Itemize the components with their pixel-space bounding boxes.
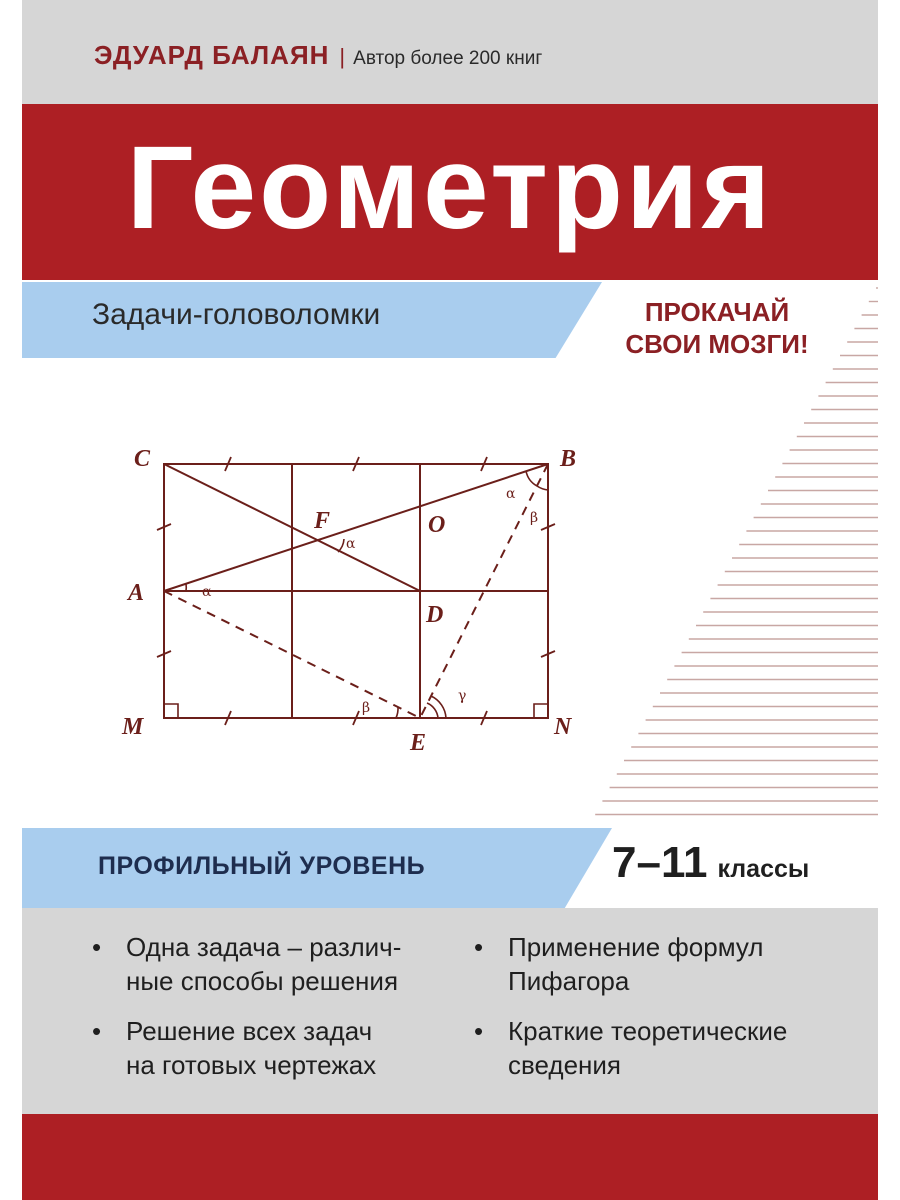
slogan-line-2: СВОИ МОЗГИ! xyxy=(625,329,809,359)
feature-text: Решение всех задач на готовых чертежах xyxy=(126,1016,377,1080)
grades-number: 7–11 xyxy=(612,838,708,887)
feature-text: Применение формул Пифагора xyxy=(508,932,764,996)
angle-label-alpha-f: α xyxy=(346,536,356,552)
right-angle-n xyxy=(534,704,548,718)
bullet-icon: • xyxy=(474,1016,484,1046)
book-cover xyxy=(22,0,878,1200)
slogan-line-1: ПРОКАЧАЙ xyxy=(644,297,790,327)
angle-arc-f xyxy=(338,539,344,552)
feature-text: Краткие теоретические сведения xyxy=(508,1016,788,1080)
feature-text: Одна задача – различ- ные способы решения xyxy=(126,932,402,996)
level-label: ПРОФИЛЬНЫЙ УРОВЕНЬ xyxy=(98,852,426,880)
point-label-o: O xyxy=(428,512,446,538)
angle-arc-b2 xyxy=(537,486,548,490)
bullet-icon: • xyxy=(92,1016,102,1046)
segment-ab xyxy=(164,464,548,591)
angle-label-alpha-b: α xyxy=(506,486,516,502)
angle-label-beta-e: β xyxy=(362,700,371,716)
bullet-icon: • xyxy=(92,932,102,962)
point-label-b: B xyxy=(560,446,577,472)
author-name: ЭДУАРД БАЛАЯН xyxy=(94,40,330,70)
feature-item xyxy=(92,930,401,998)
angle-arc-b xyxy=(526,471,537,486)
point-label-m: M xyxy=(122,714,144,740)
point-label-c: C xyxy=(134,446,151,472)
right-angle-m xyxy=(164,704,178,718)
book-title: Геометрия xyxy=(126,122,774,254)
point-label-e: E xyxy=(410,730,427,756)
grades-word: классы xyxy=(717,855,810,883)
bullet-icon: • xyxy=(474,932,484,962)
feature-item xyxy=(474,1014,787,1082)
author-note: Автор более 200 книг xyxy=(353,48,543,69)
angle-label-beta-b: β xyxy=(530,510,539,526)
geometry-drawing xyxy=(22,420,622,760)
angle-label-alpha-a: α xyxy=(202,584,212,600)
author-line xyxy=(94,40,542,76)
angle-label-gamma-e: γ xyxy=(458,688,467,704)
feature-item xyxy=(474,930,763,998)
feature-item xyxy=(92,1014,376,1082)
grades xyxy=(612,838,809,888)
footer-band xyxy=(22,1114,878,1200)
point-label-f: F xyxy=(314,508,331,534)
book-subtitle: Задачи-головоломки xyxy=(92,298,381,331)
slogan xyxy=(582,296,852,360)
angle-arc-e-beta xyxy=(396,707,398,718)
angle-arc-e-gamma2 xyxy=(427,703,438,718)
point-label-a: A xyxy=(128,580,145,606)
point-label-d: D xyxy=(426,602,444,628)
point-label-n: N xyxy=(554,714,572,740)
author-separator: | xyxy=(339,44,346,69)
